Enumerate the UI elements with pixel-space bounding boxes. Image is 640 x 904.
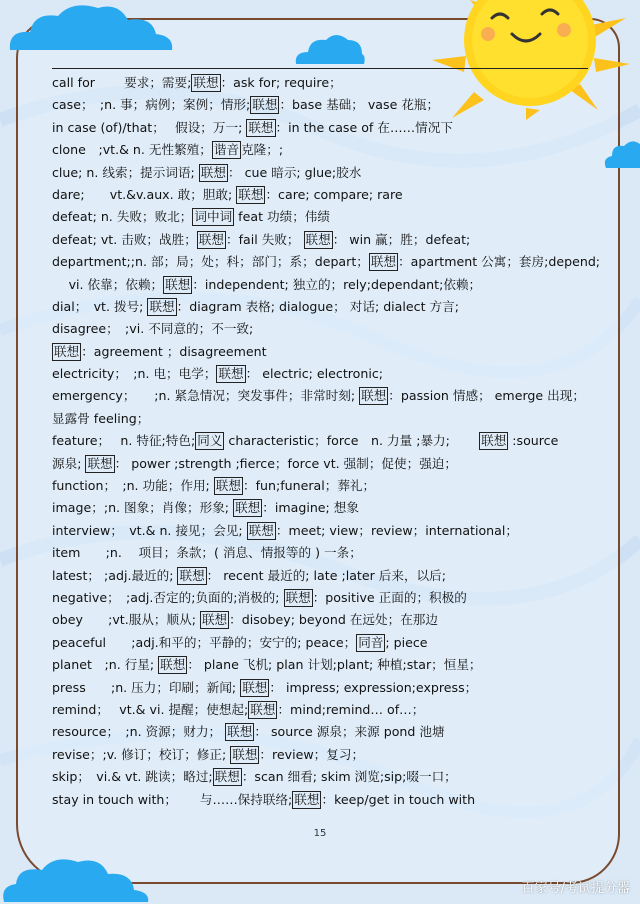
- vocab-text: obey ;vt.服从；顺从;: [52, 612, 200, 628]
- vocab-text: ：ask for; require；: [220, 75, 342, 90]
- vocab-text: skip； vi.& vt. 跳读；略过;: [52, 769, 213, 785]
- vocab-text: negative； ;adj.否定的;负面的;消极的;: [52, 589, 284, 605]
- vocab-text: ：disobey; beyond 在远处；在那边: [229, 612, 438, 628]
- vocab-text: ：base 基础； vase 花瓶；: [279, 97, 440, 113]
- vocab-line: [52, 520, 612, 542]
- boxed-tag: 联想: [160, 657, 186, 673]
- boxed-tag: 联想: [179, 567, 205, 583]
- boxed-tag: 联想: [250, 701, 276, 717]
- vocab-line: [52, 363, 612, 385]
- vocab-line: [52, 654, 612, 676]
- vocab-text: ：mind;remind… of…；: [277, 701, 425, 717]
- vocab-text: vi. 依靠；依赖；: [52, 276, 164, 292]
- vocab-text: ：keep/get in touch with: [321, 791, 476, 807]
- vocab-line: [52, 430, 612, 452]
- vocab-text: image；;n. 图象；肖像；形象;: [52, 500, 234, 516]
- vocab-text: ：care; compare; rare: [265, 186, 403, 202]
- cloud-icon: [294, 30, 366, 66]
- vocab-text: call for 要求；需要;: [52, 75, 192, 90]
- vocab-line: [52, 341, 612, 363]
- vocab-line: [52, 72, 612, 94]
- vocab-text: ： recent 最近的; late ;later 后来，以后;: [206, 567, 446, 583]
- vocab-text: dare; vt.&v.aux. 敢；胆敢;: [52, 186, 237, 202]
- vocab-text: ：diagram 表格; dialogue； 对话; dialect 方言;: [176, 298, 459, 314]
- vocab-text: defeat; vt. 击败；战胜；: [52, 231, 197, 247]
- boxed-tag: 词中词: [194, 209, 233, 225]
- vocab-line: [52, 677, 612, 699]
- boxed-tag: 联想: [201, 612, 228, 628]
- vocab-text: ：fun;funeral；葬礼；: [242, 478, 376, 494]
- boxed-tag: 联想: [218, 366, 244, 382]
- vocab-text: revise；;v. 修订；校订；修正;: [52, 746, 231, 762]
- vocab-line: [52, 453, 612, 475]
- boxed-tag: 联想: [198, 231, 224, 247]
- vocab-text: function； ;n. 功能；作用;: [52, 478, 214, 494]
- header-rule: [52, 68, 588, 69]
- watermark: 百家号/考试提分器: [521, 881, 630, 896]
- vocab-line: [52, 609, 612, 631]
- vocab-text: 源泉;: [52, 455, 86, 471]
- boxed-tag: 联想: [238, 186, 264, 202]
- vocab-text: characteristic；force n. 力量 ;暴力;: [224, 433, 480, 449]
- vocab-text: ：review；复习；: [259, 746, 365, 762]
- vocab-line: [52, 206, 612, 228]
- vocab-text: 显露骨 feeling；: [52, 410, 150, 426]
- vocab-line: [52, 699, 612, 721]
- boxed-tag: 联想: [149, 298, 175, 314]
- boxed-tag: 联想: [165, 276, 191, 292]
- cloud-icon: [6, 0, 176, 56]
- vocab-text: ：passion 情感； emerge 出现；: [388, 388, 585, 404]
- vocab-line: [52, 744, 612, 766]
- boxed-tag: 联想: [294, 791, 320, 807]
- vocab-text: department;;n. 部；局；处；科；部门；系；depart；: [52, 254, 369, 270]
- vocab-text: press ;n. 压力；印刷；新闻;: [52, 679, 241, 695]
- boxed-tag: 谐音: [213, 142, 240, 158]
- vocab-text: :source: [508, 433, 559, 449]
- vocab-text: dial； vt. 拨号;: [52, 298, 148, 314]
- vocab-line: [52, 139, 612, 161]
- vocab-line: [52, 385, 612, 407]
- vocab-text: latest； ;adj.最近的;: [52, 567, 178, 583]
- vocab-text: ：apartment 公寓；套房;depend;: [398, 254, 601, 270]
- boxed-tag: 联想: [235, 500, 261, 516]
- vocab-text: ：agreement ；disagreement: [81, 343, 267, 359]
- boxed-tag: 联想: [370, 254, 397, 270]
- vocab-text: remind； vt.& vi. 提醒；使想起;: [52, 701, 249, 717]
- vocab-text: defeat; n. 失败；败北；: [52, 209, 193, 225]
- vocab-text: ：scan 细看; skim 浏览;sip;啜一口；: [241, 769, 457, 785]
- vocab-line: [52, 408, 612, 430]
- boxed-tag: 联想: [248, 119, 274, 135]
- vocab-text: interview； vt.& n. 接见；会见;: [52, 522, 247, 538]
- vocab-text: in case (of)/that； 假设；万一;: [52, 119, 247, 135]
- vocabulary-list: [52, 72, 612, 811]
- boxed-tag: 联想: [305, 231, 331, 247]
- vocab-line: [52, 162, 612, 184]
- vocab-text: 克隆；;: [241, 142, 284, 158]
- vocab-text: ; piece: [385, 634, 428, 650]
- vocab-line: [52, 789, 612, 811]
- vocab-line: [52, 229, 612, 251]
- vocab-text: clone ;vt.& n. 无性繁殖；: [52, 142, 212, 158]
- vocab-line: [52, 274, 612, 296]
- boxed-tag: 联想: [215, 478, 241, 494]
- vocab-text: emergency； ;n. 紧急情况；突发事件；非常时刻;: [52, 388, 360, 404]
- vocab-text: item ;n. 项目；条款；( 消息、情报等的 ) 一条；: [52, 545, 362, 561]
- vocab-line: [52, 475, 612, 497]
- boxed-tag: 同音: [358, 634, 384, 650]
- vocab-line: [52, 251, 612, 273]
- boxed-tag: 联想: [214, 769, 240, 785]
- vocab-text: ： electric; electronic;: [245, 366, 384, 382]
- vocab-text: clue; n. 线索；提示词语;: [52, 164, 199, 180]
- vocab-text: ：in the case of 在……情况下: [275, 119, 453, 135]
- boxed-tag: 联想: [232, 746, 258, 762]
- vocab-line: [52, 94, 612, 116]
- boxed-tag: 同义: [197, 433, 223, 449]
- boxed-tag: 联想: [481, 433, 507, 449]
- vocab-line: [52, 117, 612, 139]
- boxed-tag: 联想: [361, 388, 387, 404]
- vocab-line: [52, 318, 612, 340]
- vocab-line: [52, 184, 612, 206]
- vocab-text: ： impress; expression;express；: [269, 679, 478, 695]
- vocab-text: ：fail 失败；: [225, 231, 304, 247]
- boxed-tag: 联想: [248, 522, 274, 538]
- vocab-text: planet ;n. 行星;: [52, 657, 159, 673]
- boxed-tag: 联想: [200, 164, 226, 180]
- vocab-line: [52, 587, 612, 609]
- vocab-text: peaceful ;adj.和平的；平静的；安宁的; peace；: [52, 634, 357, 650]
- vocab-text: case； ;n. 事；病例；案例；情形;: [52, 97, 251, 113]
- vocab-text: ： source 源泉；来源 pond 池塘: [254, 724, 445, 740]
- boxed-tag: 联想: [193, 75, 219, 90]
- vocab-text: stay in touch with； 与……保持联络;: [52, 791, 293, 807]
- vocab-text: electricity； ;n. 电；电学；: [52, 366, 217, 382]
- vocab-text: ： cue 暗示; glue;胶水: [227, 164, 362, 180]
- vocab-line: [52, 565, 612, 587]
- vocab-text: disagree； ;vi. 不同意的；不一致;: [52, 321, 254, 337]
- vocab-text: ：independent; 独立的；rely;dependant;依赖；: [192, 276, 482, 292]
- vocab-text: ： plane 飞机; plan 计划;plant; 种植;star；恒星；: [187, 657, 482, 673]
- vocab-line: [52, 766, 612, 788]
- vocab-text: ： power ;strength ;fierce；force vt. 强制；促使；强迫；: [114, 455, 457, 471]
- boxed-tag: 联想: [227, 724, 253, 740]
- vocab-line: [52, 542, 612, 564]
- vocab-text: feature； n. 特征;特色;: [52, 433, 196, 449]
- boxed-tag: 联想: [252, 97, 278, 113]
- boxed-tag: 联想: [87, 455, 113, 471]
- vocab-text: resource； ;n. 资源；财力；: [52, 724, 226, 740]
- boxed-tag: 联想: [242, 679, 268, 695]
- vocab-text: ：imagine; 想象: [262, 500, 359, 516]
- vocab-line: [52, 497, 612, 519]
- boxed-tag: 联想: [54, 343, 80, 359]
- vocab-text: ：positive 正面的；积极的: [312, 589, 467, 605]
- vocab-line: [52, 296, 612, 318]
- cloud-icon: [0, 852, 150, 904]
- vocab-line: [52, 721, 612, 743]
- vocab-text: ： win 赢；胜；defeat;: [332, 231, 471, 247]
- page-number: 15: [313, 828, 327, 839]
- vocab-line: [52, 632, 612, 654]
- vocab-text: ：meet; view；review；international；: [275, 522, 518, 538]
- boxed-tag: 联想: [285, 589, 311, 605]
- vocab-text: feat 功绩；伟绩: [234, 209, 330, 225]
